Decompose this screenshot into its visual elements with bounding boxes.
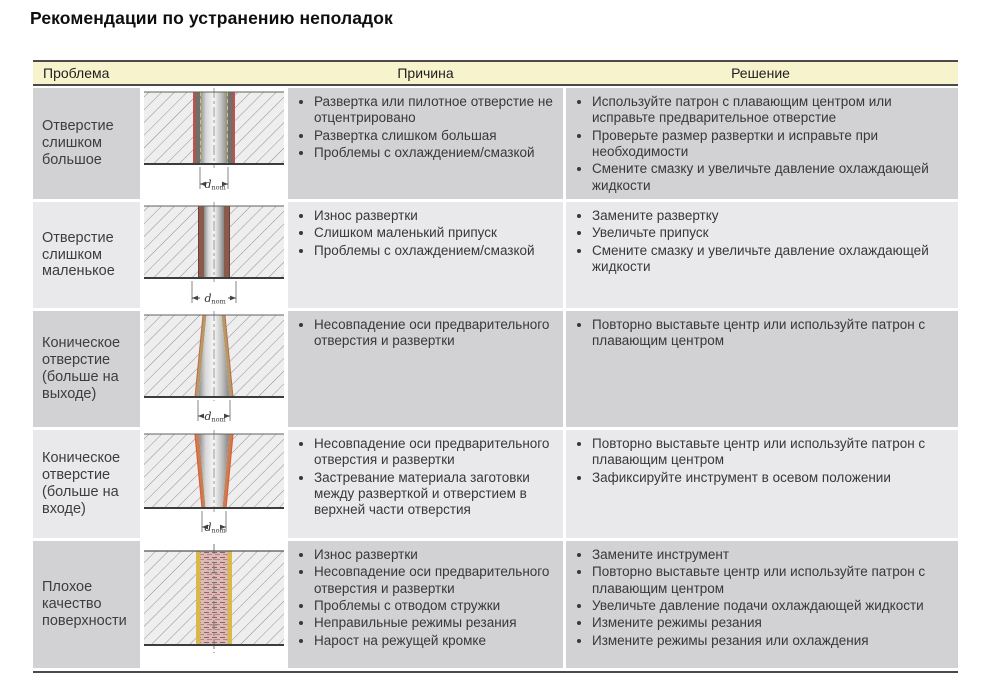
table-row-tapered-entry bbox=[33, 430, 958, 538]
cause-item: • Износ развертки bbox=[314, 208, 557, 224]
dnom-label-d: d bbox=[204, 291, 212, 305]
troubleshooting-table bbox=[33, 60, 958, 673]
solution-item: • Зафиксируйте инструмент в осевом положении bbox=[592, 470, 950, 486]
cause-item: • Проблемы с охлаждением/смазкой bbox=[314, 243, 557, 259]
solution-item: • Замените развертку bbox=[592, 208, 950, 224]
page-title: Рекомендации по устранению неполадок bbox=[30, 8, 393, 28]
table-row-tapered-exit bbox=[33, 311, 958, 427]
dnom-label-sub: nom bbox=[211, 415, 226, 424]
solution-cell bbox=[563, 88, 958, 199]
column-header-solution: Решение bbox=[731, 65, 790, 81]
cause-item: • Несовпадение оси предварительного отверстия и развертки bbox=[314, 564, 557, 597]
cause-list bbox=[298, 317, 557, 350]
column-header-cause: Причина bbox=[397, 65, 454, 81]
solution-list bbox=[576, 547, 950, 649]
bore-tapered-entry-diagram bbox=[140, 430, 288, 538]
solution-list bbox=[576, 94, 950, 194]
solution-cell bbox=[563, 430, 958, 538]
table-row-poor-surface bbox=[33, 541, 958, 668]
figure-cell bbox=[140, 541, 288, 668]
column-header-problem: Проблема bbox=[43, 65, 110, 81]
cause-item: • Застревание материала заготовки между разверткой и отверстием в верхней части отверстия bbox=[314, 470, 557, 519]
solution-list bbox=[576, 208, 950, 275]
dnom-label-sub: nom bbox=[211, 183, 226, 192]
cause-item: • Износ развертки bbox=[314, 547, 557, 563]
solution-list bbox=[576, 317, 950, 350]
dnom-label-d: d bbox=[204, 178, 212, 191]
figure-cell bbox=[140, 311, 288, 427]
solution-item: • Используйте патрон с плавающим центром или исправьте предварительное отверстие bbox=[592, 94, 950, 127]
problem-label: Отверстие слишком маленькое bbox=[42, 229, 115, 280]
cause-cell bbox=[288, 430, 563, 538]
figure-cell bbox=[140, 430, 288, 538]
problem-label: Коническое отверстие (больше на входе) bbox=[42, 450, 121, 517]
table-bottom-border bbox=[33, 671, 958, 673]
solution-item: • Смените смазку и увеличьте давление охлаждающей жидкости bbox=[592, 243, 950, 276]
cause-cell bbox=[288, 202, 563, 308]
solution-item: • Смените смазку и увеличьте давление охлаждающей жидкости bbox=[592, 161, 950, 194]
dnom-label-sub: nom bbox=[211, 297, 226, 306]
bore-poor-surface-diagram bbox=[140, 541, 288, 668]
cause-item: • Развертка слишком большая bbox=[314, 128, 557, 144]
solution-item: • Повторно выставьте центр или используйте патрон с плавающим центром bbox=[592, 564, 950, 597]
figure-cell bbox=[140, 202, 288, 308]
figure-cell bbox=[140, 88, 288, 199]
solution-cell bbox=[563, 541, 958, 668]
problem-label: Коническое отверстие (больше на выходе) bbox=[42, 335, 121, 402]
cause-list bbox=[298, 436, 557, 519]
problem-label: Плохое качество поверхности bbox=[42, 579, 127, 629]
cause-list bbox=[298, 94, 557, 161]
bore-oversized-diagram bbox=[140, 88, 288, 196]
bore-undersized-diagram bbox=[140, 202, 288, 308]
cause-list bbox=[298, 547, 557, 649]
problem-label: Отверстие слишком большое bbox=[42, 118, 114, 168]
solution-item: • Увеличьте давление подачи охлаждающей жидкости bbox=[592, 598, 950, 614]
cause-item: • Проблемы с охлаждением/смазкой bbox=[314, 145, 557, 161]
solution-item: • Измените режимы резания bbox=[592, 615, 950, 631]
solution-cell bbox=[563, 311, 958, 427]
dnom-label-sub: nom bbox=[211, 526, 226, 535]
cause-item: • Несовпадение оси предварительного отверстия и развертки bbox=[314, 317, 557, 350]
cause-list bbox=[298, 208, 557, 259]
cause-item: • Нарост на режущей кромке bbox=[314, 633, 557, 649]
cause-cell bbox=[288, 311, 563, 427]
table-row-hole-too-small bbox=[33, 202, 958, 308]
solution-item: • Проверьте размер развертки и исправьте при необходимости bbox=[592, 128, 950, 161]
table-row-hole-too-large bbox=[33, 88, 958, 199]
solution-item: • Замените инструмент bbox=[592, 547, 950, 563]
solution-item: • Повторно выставьте центр или используйте патрон с плавающим центром bbox=[592, 436, 950, 469]
cause-cell bbox=[288, 541, 563, 668]
cause-cell bbox=[288, 88, 563, 199]
cause-item: • Проблемы с отводом стружки bbox=[314, 598, 557, 614]
solution-item: • Повторно выставьте центр или используйте патрон с плавающим центром bbox=[592, 317, 950, 350]
solution-item: • Увеличьте припуск bbox=[592, 225, 950, 241]
cause-item: • Несовпадение оси предварительного отверстия и развертки bbox=[314, 436, 557, 469]
solution-list bbox=[576, 436, 950, 486]
solution-cell bbox=[563, 202, 958, 308]
table-header-row bbox=[33, 60, 958, 86]
bore-tapered-exit-diagram bbox=[140, 311, 288, 427]
solution-item: • Измените режимы резания или охлаждения bbox=[592, 633, 950, 649]
cause-item: • Развертка или пилотное отверстие не отцентрировано bbox=[314, 94, 557, 127]
cause-item: • Слишком маленький припуск bbox=[314, 225, 557, 241]
cause-item: • Неправильные режимы резания bbox=[314, 615, 557, 631]
dnom-label-d: d bbox=[204, 520, 212, 534]
dnom-label-d: d bbox=[204, 409, 212, 423]
